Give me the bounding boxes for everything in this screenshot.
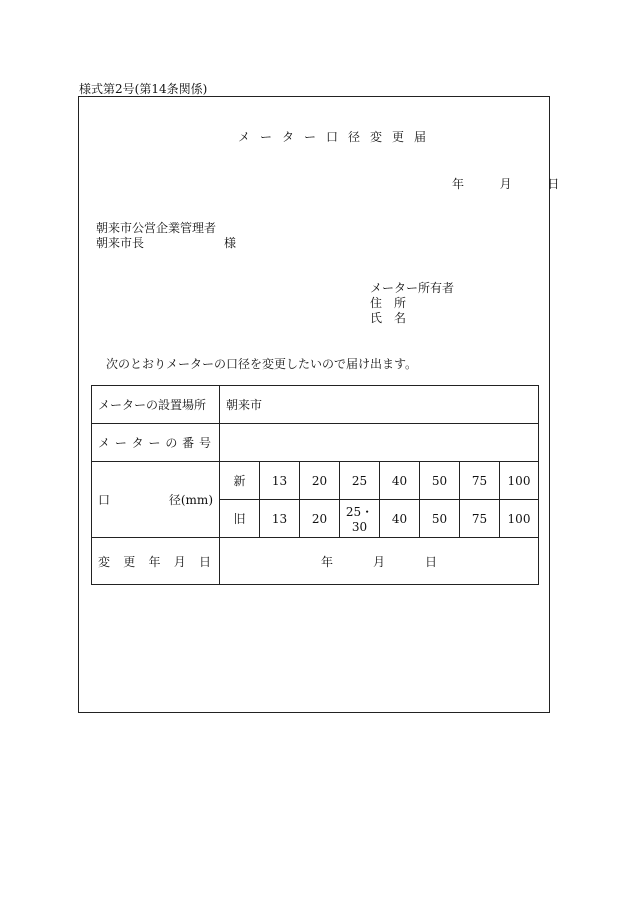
number-value [220,424,539,462]
owner-address-label: 住 所 [370,296,407,310]
date-year: 年 [452,177,465,191]
number-label-char: メ [98,436,111,450]
submission-date [452,175,559,192]
new-value: 50 [420,462,460,500]
number-label-char: 号 [198,436,211,450]
change-date-label-char: 変 [98,554,111,569]
meter-table [91,385,539,585]
old-label: 旧 [220,500,260,538]
old-value: 100 [500,500,539,538]
location-row [92,386,539,424]
addressee-line1: 朝来市公営企業管理者 [96,221,217,235]
new-value: 13 [260,462,300,500]
new-value: 20 [300,462,340,500]
new-value: 75 [460,462,500,500]
addressee-honorific: 様 [224,236,237,250]
old-value: 13 [260,500,300,538]
diameter-label-left: 口 [98,493,111,507]
diameter-label-right: 径(mm) [168,493,213,507]
number-row [92,424,539,462]
location-value: 朝来市 [220,386,539,424]
diameter-label [92,462,220,538]
date-month: 月 [499,177,512,191]
new-value: 100 [500,462,539,500]
change-date-value [220,538,539,585]
intro-text: 次のとおりメーターの口径を変更したいので届け出ます。 [106,357,418,371]
change-date-label-char: 更 [123,554,136,569]
addressee-line2: 朝来市長 [96,236,145,250]
number-label-char: ー [148,436,161,450]
old-value: 25・30 [340,500,380,538]
change-date-label [92,538,220,585]
date-day: 日 [547,177,560,191]
owner-label: メーター所有者 [370,281,455,295]
old-value: 50 [420,500,460,538]
new-value: 25 [340,462,380,500]
diameter-new-row [92,462,539,500]
number-label-char: の [165,436,178,450]
document-title: メーター口径変更届 [238,130,437,144]
number-label-char: タ [131,436,144,450]
owner-block [370,281,454,326]
change-month: 月 [373,554,386,569]
change-date-label-char: 日 [198,554,211,569]
owner-name-label: 氏 名 [370,311,407,325]
new-value: 40 [380,462,420,500]
number-label [92,424,220,462]
change-date-row [92,538,539,585]
location-label: メーターの設置場所 [92,386,220,424]
old-value: 20 [300,500,340,538]
change-date-label-char: 月 [173,554,186,569]
new-label: 新 [220,462,260,500]
number-label-char: ー [114,436,127,450]
number-label-char: 番 [182,436,195,450]
old-value: 40 [380,500,420,538]
change-day: 日 [425,554,438,569]
old-value: 75 [460,500,500,538]
form-number: 様式第2号(第14条関係) [79,82,208,96]
change-year: 年 [320,554,333,569]
change-date-label-char: 年 [148,554,161,569]
